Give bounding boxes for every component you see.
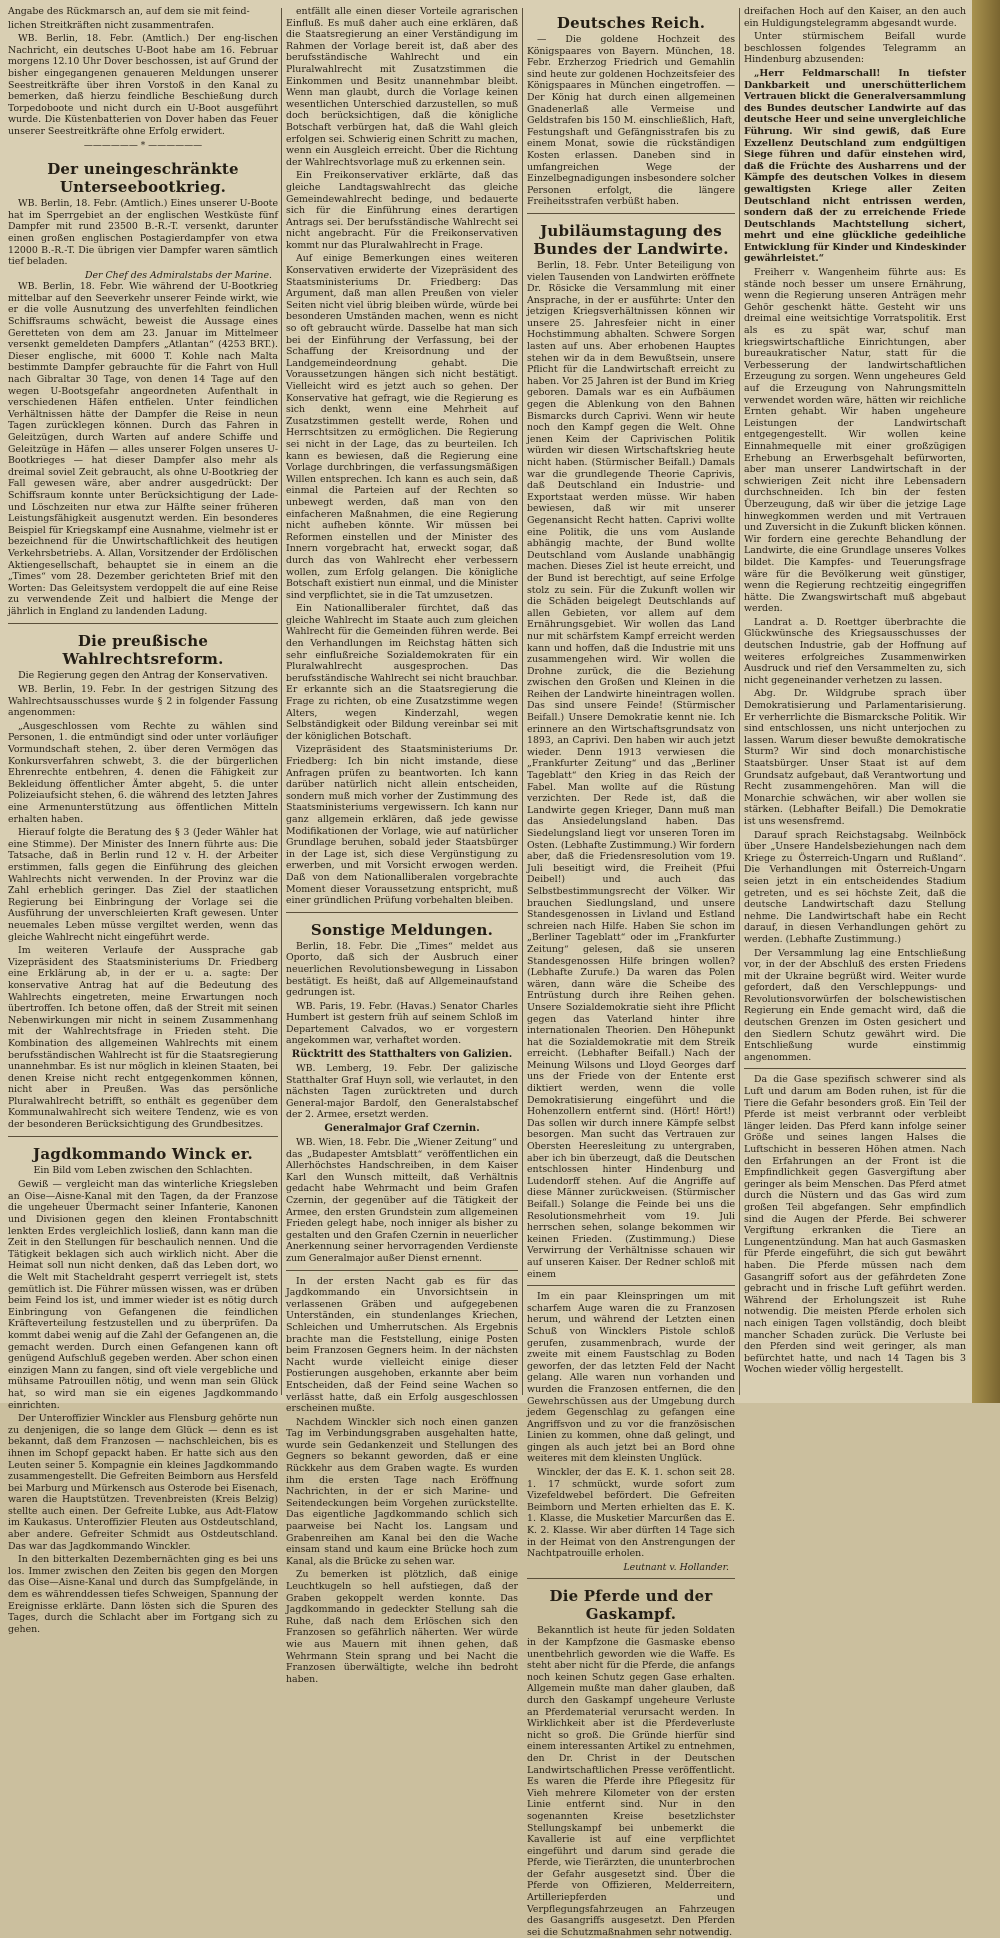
- paragraph: Zu bemerken ist plötzlich, daß einige Leuchtkugeln so hell aufstiegen, daß der Graben gekoppelt werden konnte. Das Jagdkommando in gedeckter Stellung sah die Ruhe, daß nach dem Erlöschen sich den Franzosen so gefährlich näherten. Wer würde wie aus Mauern mit ihnen gehen, daß Wehrmann Stein sprang und bei Nacht die Franzosen überwältigte, welche ihn bedroht haben.: [286, 1569, 518, 1685]
- paragraph: Gewiß — vergleicht man das winterliche Kriegsleben an Oise—Aisne-Kanal mit den Tagen, da der Franzose die ungeheuer Übermacht seiner Infanterie, Kanonen und Divisionen gegen den kleinen Frontabschnitt lenkten Erdes vergleichlich losließ, dann kann man die Zeit in den Stellungen für beschaulich nennen. Und die Tätigkeit beklagen sich auch wirklich nicht. Aber die Heimat soll nun nicht denken, daß das Leben dort, wo die Welt mit Stacheldraht gesperrt verriegelt ist, stets gemütlich ist. Die Führer müssen wissen, was er drüben beim Feind los ist, und immer wieder ist es nötig durch Einbringung von Gefangenen die feindlichen Kräfteverteilung festzustellen und zu überprüfen. Da kommt dabei wenig auf die Zahl der Gefangenen an, die gemacht werden. Durch einen Gefangenen kann oft genügend Aufschluß gegeben werden. Aber schon einen einzigen Mann zu fangen, sind oft viele vergebliche und mühsame Patrouillen nötig, und wenn man sein Glück hat, so wird man sie ein eigenes Jagdkommando einrichten.: [8, 1179, 278, 1411]
- paragraph: Bekanntlich ist heute für jeden Soldaten in der Kampfzone die Gasmaske ebenso unentbehrlich geworden wie die Waffe. Es steht aber nicht für die Pferde, die anfangs noch keinen Schutz gegen Gase erhalten. Allgemein mußte man daher glauben, daß durch den Gaskampf ungeheure Verluste an Pferdematerial verursacht werden. In Wirklichkeit aber ist die Pferdeverluste nicht so groß. Die Gründe hierfür sind einem interessanten Artikel zu entnehmen, den Dr. Christ in der Deutschen Landwirtschaftlichen Presse veröffentlicht. Es waren die Pferde ihre Pflegesitz für Vieh mehrere Kilometer von der ersten Linie entfernt sind. Nur in den sogenannten Kreise besetzlichster Stellungskampf bei unbemerkt die Kavallerie ist auf eine verpflichtet eingeführt und darum sind gerade die Pferde, wie Tierärzten, die ununterbrochen der Gefahr ausgesetzt sind. Über die Pferde von Offizieren, Melderreitern, Artilleriepferden und Verpflegungsfahrzeugen an Fahrzeugen des Gasangriffs ausgesetzt. Den Pferden sei die Schutzmaßnahmen sehr notwendig.: [527, 1625, 735, 1938]
- paragraph: WB. Paris, 19. Febr. (Havas.) Senator Charles Humbert ist gestern früh auf seinem Schloß im Departement Calvados, wo er vorgestern angekommen war, verhaftet worden.: [286, 1000, 518, 1047]
- paragraph: Auf einige Bemerkungen eines weiteren Konservativen erwiderte der Vizepräsident des Staatsministeriums Dr. Friedberg: Das Argument, daß man allen Preußen von vieler Seiten nicht viel übrig bleiben würde, würde bei besonderen Umständen machen, wenn es nicht so oft gebraucht würde. Dasselbe hat man sich bei der Einführung der Verfassung, bei der Schaffung der Kreisordnung und der Landgemeindeordnung gehabt. Die Voraussetzungen hängen sich nicht bestätigt. Vielleicht wird es jetzt auch so gehen. Der Konservative hat gefragt, wie die Regierung es sich denkt, wenn eine Mehrheit auf Zusatzstimmen gestellt werde, Rohen und Herrschtsitzen zu ermöglichen. Die Regierung sei nicht in der Lage, das zu beurteilen. Ich kann es bewiesen, daß die Regierung eine Vorlage durchbringen, die verfassungsmäßigen Willen entsprechen. Ich kann es auch sein, daß einmal die Parteien auf der Rechten so unbewegt werden, daß man von den einfacheren Maßnahmen, die eine Regierung nicht aufheben könnte. Wir müssen bei Reformen einstellen und der Minister des Innern vorgebracht hat, erweckt sogar, daß durch das von Wahlrecht eher verbessern wollen, zum Erfolg gelangen. Die königliche Botschaft existiert nun einmal, und die Minister sind verpflichtet, sie in die Tat umzusetzen.: [286, 253, 518, 601]
- headline-landwirte: Jubiläumstagung des Bundes der Landwirte.: [533, 221, 729, 258]
- divider: [527, 1578, 735, 1579]
- paragraph: WB. Berlin, 18. Febr. Wie während der U-Bootkrieg mittelbar auf den Seeverkehr unserer Feinde wirkt, wie er die volle Ausnutzung des unverfehlten feindlichen Schiffsraums schwächt, beweist die Aussage eines Geretteten von dem am 23. Januar im Mittelmeer versenkt gemeldeten Dampfers „Atlantan“ (4253 BRT.). Dieser englische, mit 6000 T. Kohle nach Malta bestimmte Dampfer gebrauchte für die Fahrt von Hull nach Gibraltar 30 Tage, von denen 14 Tage auf den wegen U-Bootsgefahr angeordneten Aufenthalt in verschiedenen Häfen entfielen. Unter feindlichen Verhältnissen hätte der Dampfer die Reise in neun Tagen zurücklegen können. Durch das Fahren in Geleitzügen, durch Warten auf andere Schiffe und Geleitzüge in Häfen — alles unserer Folgen unseres U-Bootkrieges — hat dieser Dampfer also mehr als dreimal soviel Zeit gebraucht, als ohne U-Bootkrieg der Fall gewesen wäre, aber andrer ausgedrückt: Der Schiffsraum konnte unter Berücksichtigung der Lade- und Löschzeiten nur etwa zur Hälfte seiner früheren Leistungsfähigkeit ausgenutzt werden. Ein besonderes Beispiel für Kriegskampf eine Ausnahme, vielmehr ist er bezeichnend für die Unwirtschaftlichkeit des heutigen Verkehrsbetriebs. A. Allan, Vorsitzender der Erdölischen Aktiengesellschaft, behauptet sie in einem an die „Times“ vom 28. Dezember gerichteten Brief mit den Worten: Das Geleitsystem verdoppelt die auf eine Reise zu verwendende Zeit und halbiert die Menge der jährlich in England zu landenden Ladung.: [8, 281, 278, 617]
- signature: Der Chef des Admiralstabs der Marine.: [84, 269, 272, 281]
- column-4: [744, 6, 966, 1397]
- column-3: [527, 6, 735, 1938]
- paragraph: Der Unteroffizier Winckler aus Flensburg gehörte nun zu denjenigen, die so lange dem Glück — denn es ist bekannt, daß dem Franzosen — nachschleichen, bis es ihnen im Schopf gepackt haben. Er hatte sich aus den Leuten seiner 5. Kompagnie ein kleines Jagdkommando zusammengestellt. Die Gefreiten Beimborn aus Hersfeld bei Marburg und Mürkensch aus Osterode bei Eisenach, waren die Hauptstützen. Trevenbreisten (Kreis Belzig) stellte auch einen. Der Gefreite Lubke, aus Adt-Flatow im Kaukasus. Unteroffizier Fleuten aus Ostdeutschland, aber andere. Gefreiter Schmidt aus Ostdeutschland. Das war das Jagdkommando Winckler.: [8, 1413, 278, 1552]
- headline-pferde: Die Pferde und der Gaskampf.: [549, 1587, 713, 1624]
- column-rule: [739, 8, 740, 1395]
- column-1: [8, 6, 278, 1635]
- headline-reich: Deutsches Reich.: [556, 14, 706, 32]
- subheadline: Die Regierung gegen den Antrag der Konservativen.: [18, 669, 268, 681]
- divider: [8, 1136, 278, 1137]
- paragraph: entfällt alle einen dieser Vorteile agrarischen Einfluß. Es muß daher auch eine erklären, daß die Staatsregierung an einer Verständigung im Rahmen der Vorlage bereit ist, daß aber des berufsständische Wahlrecht und ein Pluralwahlrecht mit Zusatzstimmen die Einkommen und Besitz unannehmbar bleibt. Wenn man glaubt, durch die Vorlage keinen wesentlichen Unterschied darzustellen, so muß doch berücksichtigen, daß die königliche Botschaft verbürgen hat, daß die Wahl gleich erfolgen sei. Schwierig einen Schritt zu machen, wenn ein Ausgleich erreicht. Über die Richtung der Wahlrechtsvorlage muß zu erkennen sein.: [286, 6, 518, 168]
- paragraph: Der Versammlung lag eine Entschließung vor, in der der Abschluß des ersten Friedens mit der Ukraine begrüßt wird. Weiter wurde gefordert, daß den Verschleppungs- und Revolutionsvorwürfen der bolschewistischen Regierung ein Ende gemacht wird, daß die deutschen Grenzen im Osten gesichert und den Siedlern Schutz gewährt wird. Die Entschließung wurde einstimmig angenommen.: [744, 947, 966, 1063]
- paragraph: Nachdem Winckler sich noch einen ganzen Tag im Verbindungsgraben ausgehalten hatte, wurde sein Gedankenzeit und Stellungen des Gegners so bekannt geworden, daß er eine Rückkehr aus dem Graben wagte. Es wurden ihm die ersten Tage nach Eröffnung Nachrichten, in der er sich Marine- und Seitendeckungen beim Vorgehen zurückstellte. Das eigentliche Jagdkommando schlich sich paarweise bei Nacht los. Langsam und Grabenreihen am Kanal bei den die Wache einsam stand und kaum eine Brücke hoch zum Kanal, als die Brücke zu sehen war.: [286, 1416, 518, 1567]
- paragraph: Berlin, 18. Febr. Die „Times“ meldet aus Oporto, daß sich der Ausbruch einer neuerlichen Revolutionsbewegung in Lissabon bestätigt. Es heißt, daß auf Allgemeinaufstand gedrungen ist.: [286, 940, 518, 999]
- paragraph: Da die Gase spezifisch schwerer sind als Luft und darum am Boden ruhen, ist für die Tiere die Gefahr besonders groß. Ein Teil der Pferde ist meist verbrannt oder verbleibt länger leiden. Das Pferd kann infolge seiner Größe und seines langen Halses die Luftschicht in besseren Höhen atmen. Nach den Erfahrungen an der Front ist die Empfindlichkeit gegen Gasvergiftung aber geringer als beim Menschen. Das Pferd atmet durch die Nüstern und das Gas wird zum großen Teil abgefangen. Sehr empfindlich sind die Augen der Pferde. Bei schwerer Vergiftung erkranken die Tiere an Lungenentzündung. Man hat auch Gasmasken für Pferde eingeführt, die sich gut bewährt haben. Die Pferde müssen nach dem Gasangriff sofort aus der gefährdeten Zone gebracht und in frische Luft geführt werden. Während der Erholungszeit ist Ruhe notwendig. Die meisten Pferde erholen sich nach einigen Tagen vollständig, doch bleibt mancher Schaden zurück. Die Verluste bei den Pferden sind weit geringer, als man befürchtet hatte, und nach 14 Tagen bis 3 Wochen wieder völlig hergestellt.: [744, 1074, 966, 1376]
- paragraph: dreifachen Hoch auf den Kaiser, an den auch ein Huldigungstelegramm abgesandt wurde.: [744, 6, 966, 29]
- headline-meldungen: Sonstige Meldungen.: [310, 920, 494, 939]
- signature: Leutnant v. Hollander.: [623, 1561, 729, 1573]
- paragraph: Abg. Dr. Wildgrube sprach über Demokratisierung und Parlamentarisierung. Er verherrlichte die Bismarcksche Politik. Wir sind entschlossen, uns nicht unterjochen zu lassen. Warum dieser bewußte demokratische Sturm? Wir sind doch monarchistische Staatsbürger. Unser Staat ist auf dem Grundsatz aufgebaut, daß Verantwortung und Recht zusammengehören. Man will die Monarchie schwächen, wir aber wollen sie stärken. (Lebhafter Beifall.) Die Demokratie ist uns wesensfremd.: [744, 688, 966, 827]
- headline-uboot: Der uneingeschränkte Unterseebootkrieg.: [47, 160, 239, 197]
- headline-winck: Jagdkommando Winck er.: [33, 1144, 253, 1163]
- paragraph: In den bitterkalten Dezembernächten ging es bei uns los. Immer zwischen den Zeiten bis gegen den Morgen das Oise—Aisne-Kanal und durch das Sumpfgelände, in dem es währenddessen tiefes Schweigen, Spannung der Ereignisse erklärte. Dann lösten sich die Spuren des Tages, durch die Schlacht aber im Fortgang sich zu gehen.: [8, 1554, 278, 1635]
- paragraph: WB. Wien, 18. Febr. Die „Wiener Zeitung“ und das „Budapester Amtsblatt“ veröffentlichen ein Allerhöchstes Handschreiben, in dem Kaiser Karl den Wunsch mitteilt, daß Verhältnis gedacht habe Wehrmacht und beim Grafen Czernin, der gegenüber auf die Tätigkeit der Armee, den ersten Grundstein zum allgemeinen Frieden gelegt habe, noch inniger als bisher zu gestalten und den Grafen Czernin in neuerlicher Anerkennung seiner hervorragenden Verdienste zum Generalmajor außer Dienst ernennt.: [286, 1137, 518, 1264]
- paragraph: Ein Nationalliberaler fürchtet, daß das gleiche Wahlrecht im Staate auch zum gleichen Wahlrecht für die Gemeinden führen werde. Bei den Verhandlungen im Reichstag hätten sich sehr einflußreiche Sozialdemokraten für ein Pluralwahlrecht ausgesprochen. Das berufsständische Wahlrecht sei nicht brauchbar. Er erkannte sich an die Staatsregierung die Frage zu richten, ob eine Zusatzstimme wegen Alters, wegen Kinderzahl, wegen Selbständigkeit oder Bildung vereinbar sei mit der königlichen Botschaft.: [286, 603, 518, 742]
- paragraph: Vizepräsident des Staatsministeriums Dr. Friedberg: Ich bin nicht imstande, diese Anfragen prüfen zu beantworten. Ich kann darüber natürlich nicht allein entscheiden, sondern muß mich vorher der Zustimmung des Staatsministeriums vergewissern. Ich kann nur ganz allgemein erklären, daß jede gewisse Modifikationen der Vorlage, wie auf natürlicher Grundlage beruhen, sobald jeder Staatsbürger in der Lage ist, sich diese Vergünstigung zu erwerben, und mit Vorsicht erwogen werden. Daß von dem Nationalliberalen vorgebrachte Moment dieser Voraussetzung entspricht, muß einer gründlichen Prüfung vorbehalten bleiben.: [286, 744, 518, 907]
- paragraph: Landrat a. D. Roettger überbrachte die Glückwünsche des Kriegsausschusses der deutschen Industrie, gab der Hoffnung auf weiteres erfolgreiches Zusammenwirken Ausdruck und rief den Versammelten zu, sich nicht gegeneinander verhetzen zu lassen.: [744, 616, 966, 686]
- paragraph: WB. Berlin, 18. Febr. (Amtlich.) Der eng-lischen Nachricht, ein deutsches U-Boot habe am 16. Februar morgens 12.10 Uhr Dover beschossen, ist auf Grund der bisher eingegangenen genaueren Meldungen unserer Seestreitkräfte über ihren Vorstoß in den Kanal zu bemerken, daß hierzu feindliche Beschießung durch Torpedoboote und nicht durch ein U-Boot ausgeführt wurde. Die Küstenbatterien von Dover haben das Feuer unserer Seestreitkräfte ohne Erfolg erwidert.: [8, 33, 278, 137]
- divider: [527, 213, 735, 214]
- paragraph: Im weiteren Verlaufe der Aussprache gab Vizepräsident des Staatsministeriums Dr. Friedberg eine Erklärung ab, in der er u. a. sagte: Der konservative Antrag hat auf die Bedeutung des Wahlrechts eingetreten, meine Erwartungen noch übertroffen. Ich betone offen, daß der Streit mit seinen Nebenwirkungen mir nicht in seinem Zusammenhang mit der Wahlrechtsfrage in Frieden steht. Die Kombination des allgemeinen Wahlrechts mit einem berufsständischen Wahlrecht ist für die Staatsregierung unannehmbar. Es ist nur möglich in kleinen Staaten, bei denen Kreise nicht recht entgegenkommen können, nicht aber in Preußen. Was das persönliche Pluralwahlrecht betrifft, so enthält es gegenüber dem Kommunalwahlrecht sich weitere Tendenz, wie es von der besonderen Berücksichtigung des Grundbesitzes.: [8, 945, 278, 1131]
- divider: [286, 912, 518, 913]
- subhead-czernin: Generalmajor Graf Czernin.: [324, 1123, 480, 1135]
- column-2: [286, 6, 518, 1685]
- headline-wahlrecht: Die preußische Wahlrechtsreform.: [62, 631, 224, 668]
- subhead-galizien: Rücktritt des Statthalters von Galizien.: [291, 1049, 513, 1061]
- paragraph: WB. Lemberg, 19. Febr. Der galizische Statthalter Graf Huyn soll, wie verlautet, in den nächsten Tagen zurücktreten und durch General-major Bardolf, den Generalstabschef der 2. Armee, ersetzt werden.: [286, 1063, 518, 1121]
- paragraph: Berlin, 18. Febr. Unter Beteiligung von vielen Tausenden von Landwirten eröffnete Dr. Rösicke die Versammlung mit einer Ansprache, in der er ausführte: Unter den jetzigen Kriegsverhältnissen können wir unsere 25. Jahresfeier nicht in einer Hochstimmung abhalten. Schwere Sorgen lasten auf uns. Aber erhobenen Hauptes stehen wir da in dem Bewußtsein, unsere Pflicht für die Landwirtschaft erreicht zu haben. Vor 25 Jahren ist der Bund im Krieg geboren. Damals war es ein Aufbäumen gegen die Ablenkung von den Bahnen Bismarcks durch Caprivi. Wenn wir heute noch den Kampf gegen die Welt. Ohne jenen Keim der Caprivischen Politik würden wir diesen Wirtschaftskrieg heute nicht haben. (Stürmischer Beifall.) Damals war die grundlegende Theorie Caprivis, daß Deutschland ein Industrie- und Exportstaat werden müsse. Wir haben bewiesen, daß wir mit unserer Gegenansicht Recht hatten. Caprivi wollte eine Politik, die uns vom Auslande abhängig machte, der Bund wollte Deutschland vom Auslande unabhängig machen. Dieses Ziel ist heute erreicht, und der Bund ist berechtigt, auf seine Erfolge stolz zu sein. Für die Zukunft wollen wir die Schäden beigelegt Deutschlands auf allen Gebieten, vor allem auf dem Ernährungsgebiet. Wir wollen das Land nur mit schärfstem Kampf erreicht werden kann und hoffen, daß die Industrie mit uns zusammengehen wird. Wir wollen die Drohne zurück, die die Beziehung zwischen den Großen und Kleinen in die Reihen der Landwirte hineintragen wollen. Das sind unsere Feinde! (Stürmischer Beifall.) Unsere Demokratie kennt nie. Ich erinnere an den Wirtschaftsgrundsatz von 1893, an Caprivi. Den haben wir auch jetzt wieder. Denn 1913 verwiesen die „Frankfurter Zeitung“ und das „Berliner Tageblatt“ den Krieg in das Reich der Fabel. Man wollte auf die Rüstung verzichten. Der Rede ist, daß die Landwirte gegen Krieger, Dann muß man das Ansiedelungsland haben. Das Siedelungsland liegt vor unseren Toren im Osten. (Lebhafte Zustimmung.) Wir fordern aber, daß die Friedensresolution vom 19. Juli beseitigt wird, die Freiheit (Pfui Deibel!) und auch das Selbstbestimmungsrecht der Völker. Wir brauchen Siedlungsland, und unsere Standesgenossen in Livland und Estland schreien nach Hilfe. Haben Sie schon im „Berliner Tageblatt“ oder im „Frankfurter Zeitung“ gelesen, daß sie unseren Standesgenossen Hilfe bringen wollen? (Lebhafte Zurufe.) Da waren das Polen wären, dann wäre die Scheibe des Entrüstung durch ihre Reihen gehen. Unsere Sozialdemokratie sieht ihre Pflicht gegen das Vaterland hinter ihre internationalen Theorien. Den Höhepunkt hat die Sozialdemokratie mit dem Streik erreicht. (Lebhafter Beifall.) Nach der Meinung Wilsons und Lloyd Georges darf uns der Friede von der Entente erst diktiert werden, wenn die volle Demokratisierung eingeführt und die Hohenzollern entfernt sind. (Hört! Hört!) Das sollen wir durch innere Kämpfe selbst besorgen. Man sucht das Vertrauen zur Obersten Heeresleitung zu untergraben, aber ich bin überzeugt, daß die Deutschen entschlossen hinter Hindenburg und Ludendorff stehen. Auf die Angriffe auf diese Männer zurückweisen. (Stürmischer Beifall.) Solange die Feinde bei uns die Resolutionsmehrheit vom 19. Juli herrschen sehen, solange bekommen wir keinen Frieden. (Zustimmung.) Diese Verwirrung der Verhältnisse schauen wir auf unseren Kaiser. Der Redner schloß mit einem: [527, 259, 735, 1280]
- divider: [8, 623, 278, 624]
- paragraph: Unter stürmischem Beifall wurde beschlossen folgendes Telegramm an Hindenburg abzusenden:: [744, 31, 966, 66]
- subheadline: Ein Bild vom Leben zwischen den Schlachten.: [33, 1164, 253, 1176]
- paragraph: Ein Freikonservativer erklärte, daß das gleiche Landtagswahlrecht das gleiche Gemeindewahlrecht bedinge, und bedauerte sich für die Einführung eines derartigen Antrags sei. Der berufsständische Wahlrecht sei nicht angebracht. Für die Freikonservativen kommt nur das Pluralwahlrecht in Frage.: [286, 170, 518, 251]
- paragraph: WB. Berlin, 18. Febr. (Amtlich.) Eines unserer U-Boote hat im Sperrgebiet an der englischen Westküste fünf Dampfer mit rund 23500 B.-R.-T. versenkt, darunter einen großen englischen Postagierdampfer von etwa 12000 B.-R.-T. Die übrigen vier Dampfer waren sämtlich tief beladen.: [8, 198, 278, 268]
- divider: [527, 1285, 735, 1286]
- paragraph: Darauf sprach Reichstagsabg. Weilnböck über „Unsere Handelsbeziehungen nach dem Kriege zu Österreich-Ungarn und Rußland“. Die Verhandlungen mit Österreich-Ungarn seien jetzt in ein entscheidendes Stadium getreten, und es sei höchste Zeit, daß die deutsche Landwirtschaft dazu Stellung nehme. Die Landwirtschaft habe ein Recht darauf, in diesen Verhandlungen gehört zu werden. (Lebhafte Zustimmung.): [744, 829, 966, 945]
- page-edge: [972, 0, 1000, 1403]
- divider: [744, 1068, 966, 1069]
- paragraph: — Die goldene Hochzeit des Königspaares von Bayern. München, 18. Febr. Erzherzog Friedrich und Gemahlin sind heute zur goldenen Hochzeitsfeier des Königspaares in München eingetroffen. — Der König hat durch einen allgemeinen Gnadenerlaß alle Vermeise und Geldstrafen bis 150 M. einschließlich, Haft, Festungshaft und Gefängnisstrafen bis zu einem Monat, sowie die rückständigen Kosten erlassen. Daneben sind in umfangreichen Wege der Einzelbegnadigungen insbesondere solcher Personen erfolgt, die längere Freiheitsstrafen verbüßt haben.: [527, 34, 735, 208]
- paragraph: Hierauf folgte die Beratung des § 3 (Jeder Wähler hat eine Stimme). Der Minister des Innern führte aus: Die Tatsache, daß in Berlin rund 12 v. H. der Arbeiter erstimmen, falls gegen die Einführung des gleichen Wahlrechts nicht verwenden. In der Provinz war die Zahl erheblich geringer. Das Ziel der staatlichen Regierung bei Einbringung der Vorlage sei die Ausführung der unverschleierten Kraft gewesen. Unter neuemales Leben müsse vergiltet werden, wenn das gleiche Wahlrecht nicht eingeführt werde.: [8, 827, 278, 943]
- paragraph: Im ein paar Kleinspringen um mit scharfem Auge waren die zu Franzosen herum, und während der Letzten einen Schuß von Wincklers Pistole schloß gerufen, zusammenbrach, wurde der zweite mit einem Faustschlag zu Boden geworfen, der das letzten Feld der Nacht gelang. Alle waren nun vorhanden und wurden die Franzosen entfernen, die den Gewehrschüssen aus der Umgebung durch jedem Gegenschlag zu gefangen eine Angriffsvon und zu vor die französischen Linien zu kommen, ohne daß gelingt, und gingen als auch jetzt bei an Bord ohne weiteres mit dem kleinsten Unglück.: [527, 1291, 735, 1465]
- column-rule: [522, 8, 523, 1395]
- paragraph: „Ausgeschlossen vom Rechte zu wählen sind Personen, 1. die entmündigt sind oder unter vorläufiger Vormundschaft stehen, 2. über deren Vermögen das Konkursverfahren schwebt, 3. die der bürgerlichen Ehrenrechte entbehren, 4. denen die Fähigkeit zur Bekleidung öffentlicher Ämter abgeht, 5. die unter Polizeiaufsicht stehen, 6. die während des letzten Jahres eine Armenunterstützung aus öffentlichen Mitteln erhalten haben.: [8, 720, 278, 825]
- paragraph: In der ersten Nacht gab es für das Jagdkommando ein Unvorsichtsein in verlassenen Gräben und aufgegebenen Unterständen, ein stundenlanges Kriechen, Schleichen und Umherrutschen. Als Ergebnis brachte man die Feststellung, einige Posten beim Franzosen Gegners heim. In der nächsten Nacht wurde vielleicht einige dieser Postierungen ausgehoben, erkannte aber beim Entscheiden, daß der Feind seine Wachen so verlässt hatte, daß ein Erfolg ausgeschlossen erscheinen mußte.: [286, 1275, 518, 1415]
- column-rule: [281, 8, 282, 1395]
- separator: —————— * ——————: [83, 140, 203, 151]
- paragraph: WB. Berlin, 19. Febr. In der gestrigen Sitzung des Wahlrechtsausschusses wurde § 2 in folgender Fassung angenommen:: [8, 684, 278, 719]
- divider: [286, 1270, 518, 1271]
- paragraph: Freiherr v. Wangenheim führte aus: Es stände noch besser um unsere Ernährung, wenn die Regierung unseren Anträgen mehr Gehör geschenkt hätte. Gesteht wir uns dreimal eine weitsichtige Vorratspolitik. Erst als es zu spät war, schuf man kriegswirtschaftliche Einrichtungen, aber bureaukratischer Natur, statt für die Verbesserung der landwirtschaftlichen Erzeugung zu sorgen. Wenn ungeheures Geld auf die Erzeugung von Nahrungsmitteln verwendet worden wäre, hätten wir reichliche Ernten gehabt. Wir haben ungeheure Leistungen der Landwirtschaft entgegengestellt. Wir wollen keine Einnahmequelle mit einer großzügigen Erhebung an Erwerbsgehalt befürworten, aber man unserer Landwirtschaft in der schwierigen Zeit nicht ihre Lebensadern durchschneiden. Ich bin der festen Überzeugung, daß wir über die jetzige Lage hinwegkommen werden und mit Vertrauen und Zuversicht in die Zukunft blicken können. Wir fordern eine gerechte Behandlung der Landwirte, die eine Grundlage unseres Volkes bildet. Die Kampfes- und Teuerungsfrage wäre für die Bevölkerung weit günstiger, wenn die Regierung rechtzeitig eingegriffen hätte. Die Zwangswirtschaft muß abgebaut werden.: [744, 267, 966, 615]
- telegram-text: „Herr Feldmarschall! In tiefster Dankbarkeit und unerschütterlichem Vertrauen blickt die Generalversammlung des Bundes deutscher Landwirte auf das deutsche Heer und seine unvergleichliche Führung. Wir sind gewiß, daß Eure Exzellenz Deutschland zum endgültigen Siege führen und dafür einstehen wird, daß die Früchte des Ausharrens und der Kämpfe des deutschen Volkes in diesem gewaltigsten Kriege aller Zeiten Deutschland nicht entrissen werden, sondern daß der zu erreichende Friede Deutschlands Machtstellung sichert, mehrt und eine glückliche gedeihliche Entwicklung für Kinder und Kindeskinder gewährleistet.“: [744, 67, 966, 265]
- intro-line: lichen Streitkräften nicht zusammentrafen.: [8, 19, 215, 31]
- paragraph: Winckler, der das E. K. 1. schon seit 28. 1. 17 schmückt, wurde sofort zum Vizefeldwebel befördert. Die Gefreiten Beimborn und Merten erhielten das E. K. 1. Klasse, die Musketier Marcurßen das E. K. 2. Klasse. Wir aber dürften 14 Tage sich in der Heimat von den Anstrengungen der Nachtpatrouille erholen.: [527, 1467, 735, 1560]
- intro-line: Angabe des Rückmarsch an, auf dem sie mit feind-: [8, 6, 250, 17]
